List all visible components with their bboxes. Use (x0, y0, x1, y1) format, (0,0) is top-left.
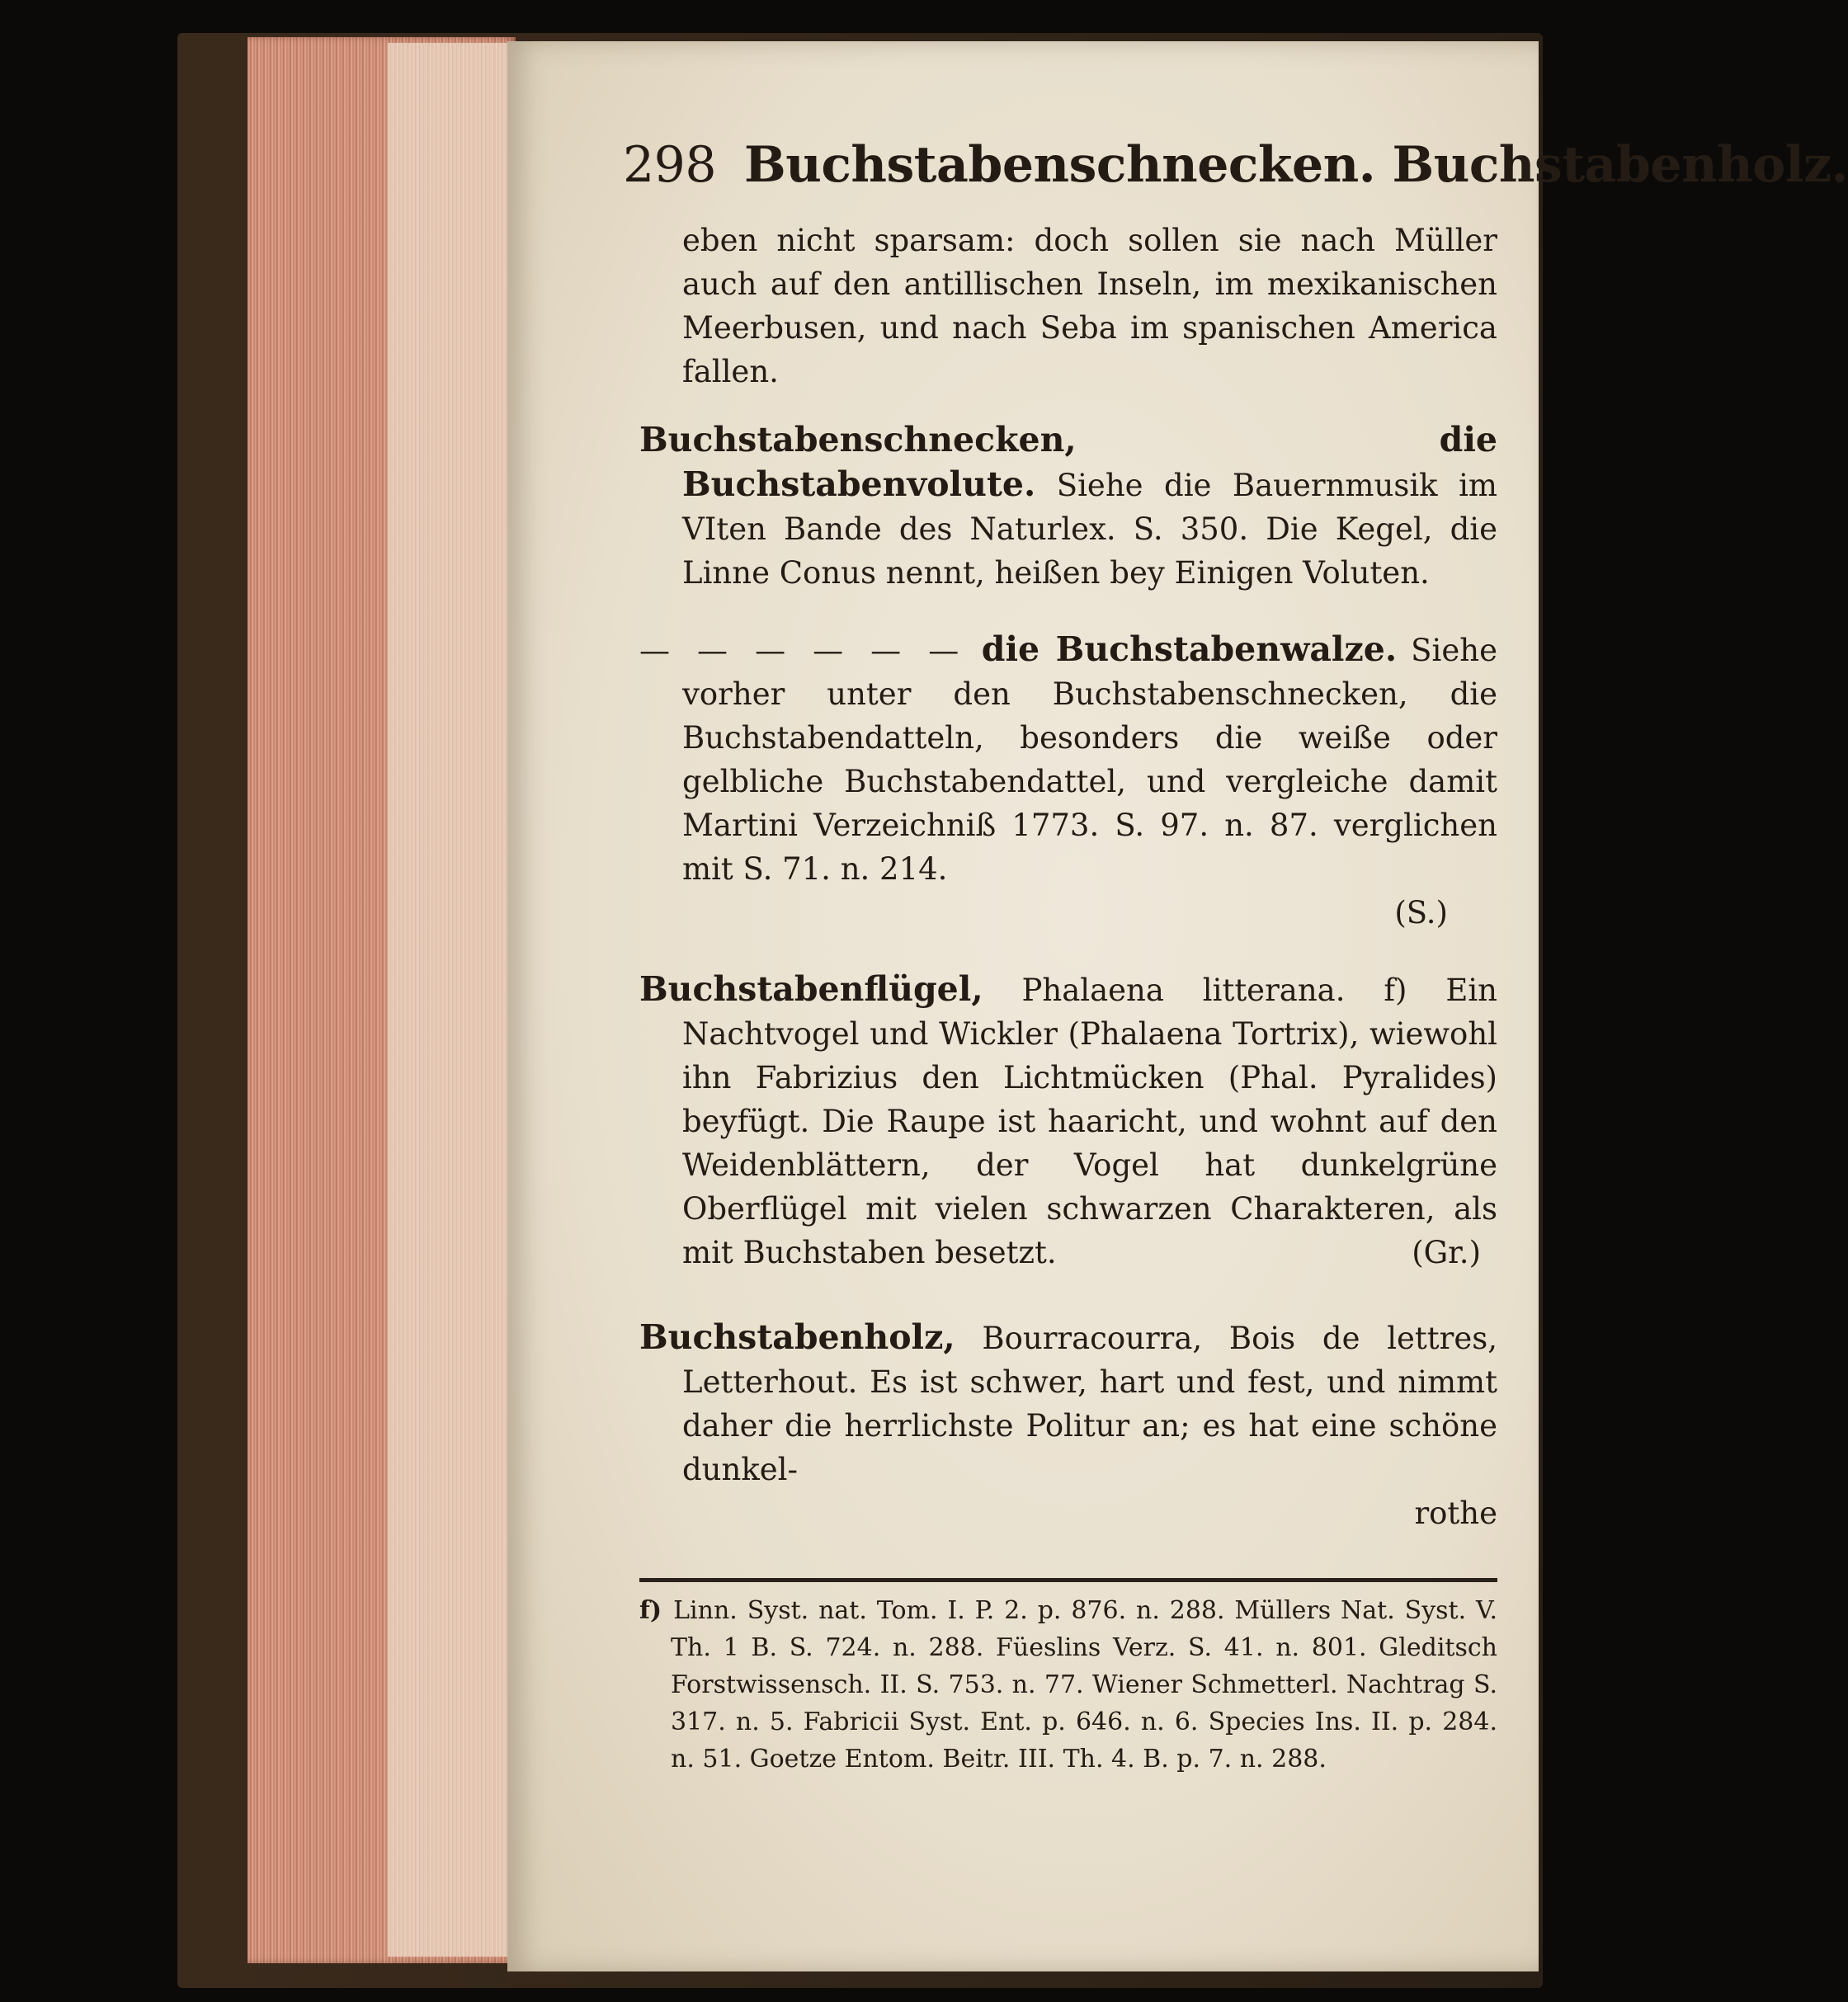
page-content (623, 136, 1848, 1778)
page-number: 298 (623, 136, 717, 194)
entry-lemma: Buchstabenholz, (639, 1317, 955, 1357)
footnote-rule (639, 1578, 1497, 1582)
running-head (623, 136, 1848, 194)
entry-text: Siehe vorher unter den Buchstabenschnecken, die Buchstabendatteln, besonders die weiße oder gelbliche Buchstabendattel, und vergleiche damit Martini Verzeichniß 1773. S. 97. n. 87. verglichen mit S. 71. n. 214. (682, 633, 1497, 887)
footnote-text: Linn. Syst. nat. Tom. I. P. 2. p. 876. n. 288. Müllers Nat. Syst. V. Th. 1 B. S. 724. n. 288. Füeslins Verz. S. 41. n. 801. Gleditsch Forstwissensch. II. S. 753. n. 77. Wiener Schmetterl. Nachtrag S. 317. n. 5. Fabricii Syst. Ent. p. 646. n. 6. Species Ins. II. p. 284. n. 51. Goetze Entom. Beitr. III. Th. 4. B. p. 7. n. 288. (671, 1596, 1497, 1774)
entry-text: Phalaena litterana. f) Ein Nachtvogel und Wickler (Phalaena Tortrix), wiewohl ihn Fabrizius den Lichtmücken (Phal. Pyralides) beyfügt. Die Raupe ist haaricht, und wohnt auf den Weidenblättern, der Vogel hat dunkelgrüne Oberflügel mit vielen schwarzen Charakteren, als mit Buchstaben besetzt. (682, 973, 1497, 1270)
entry-buchstabenwalze (639, 628, 1497, 891)
footnote (639, 1592, 1497, 1778)
entry-lemma: die Buchstabenwalze. (965, 629, 1398, 669)
continued-paragraph: eben nicht sparsam: doch sollen sie nach Müller auch auf den antillischen Inseln, im mexikanischen Meerbusen, und nach Seba im spanischen America fallen. (682, 223, 1497, 389)
entry-lemma: Buchstabenschnecken, die Buchstabenvolute. (639, 420, 1497, 504)
catchword: rothe (1414, 1496, 1497, 1531)
entry-buchstabenholz (639, 1316, 1497, 1491)
author-signature: (S.) (1394, 895, 1448, 930)
running-head-title: Buchstabenschnecken. Buchstabenholz. (744, 136, 1848, 194)
page-edges-highlight (388, 43, 512, 1957)
entry-buchstabenfluegel (639, 968, 1497, 1274)
book-page (507, 41, 1848, 1971)
footnote-mark: f) (639, 1596, 662, 1625)
ditto-dashes: — — — — — — (639, 633, 966, 668)
entry-text: Siehe die Bauernmusik im VIten Bande des Naturlex. S. 350. Die Kegel, die Linne Conus nennt, heißen bey Einigen Voluten. (682, 468, 1497, 591)
author-signature: (Gr.) (1412, 1235, 1481, 1270)
body-text (639, 219, 1497, 1535)
entry-buchstabenschnecken (639, 418, 1497, 595)
entry-text: Bourracourra, Bois de lettres, Letterhout. Es ist schwer, hart und fest, und nimmt daher die herrlichste Politur an; es hat eine schöne dunkel- (682, 1321, 1497, 1487)
entry-lemma: Buchstabenflügel, (639, 969, 983, 1009)
